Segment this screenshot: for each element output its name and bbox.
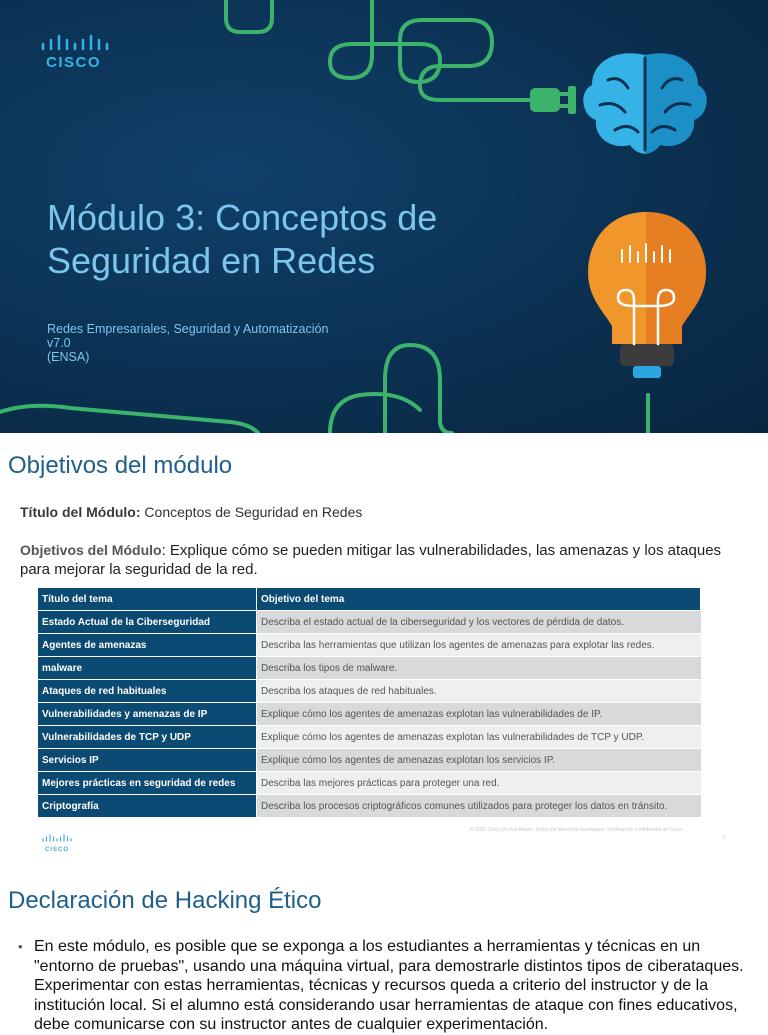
objective-cell: Describa los ataques de red habituales. [257, 680, 701, 703]
bullet-item: En este módulo, es posible que se exponga a los estudiantes a herramientas y técnicas en un "entorno de pruebas", usando una máquina virtual, para demostrarle distintos tipos de ciberataques. Experimentar con estas herramientas, técnicas y recursos queda a criterio del instructor y de la institución local. Si el alumno está considerando usar herramientas de ataque con fines educativos, debe comunicarse con su instructor antes de cualquier experimentación. [34, 938, 744, 1033]
objective-cell: Explique cómo los agentes de amenazas explotan los servicios IP. [257, 749, 701, 772]
module-objective-value: : Explique cómo se pueden mitigar las vulnerabilidades, las amenazas y los ataques para mejorar la seguridad de la red. [20, 542, 722, 578]
circuit-line-4 [0, 406, 258, 433]
table-header-row [38, 588, 701, 611]
table-row [38, 726, 701, 749]
objectives-title: Objetivos del módulo [8, 452, 233, 479]
table-row [38, 749, 701, 772]
objective-cell: Describa los procesos criptográficos comunes utilizados para proteger los datos en tránsito. [257, 795, 701, 818]
ethical-hacking-title: Declaración de Hacking Ético [8, 887, 322, 914]
objective-cell: Describa las herramientas que utilizan los agentes de amenazas para explotar las redes. [257, 634, 701, 657]
objective-cell: Describa el estado actual de la ciberseguridad y los vectores de pérdida de datos. [257, 611, 701, 634]
objective-cell: Explique cómo los agentes de amenazas explotan las vulnerabilidades de TCP y UDP. [257, 726, 701, 749]
topic-cell: Estado Actual de la Ciberseguridad [38, 611, 257, 634]
course-code: (ENSA) [47, 350, 90, 364]
table-header-objective: Objetivo del tema [257, 588, 701, 611]
table-row [38, 634, 701, 657]
module-title-value: Conceptos de Seguridad en Redes [144, 504, 363, 520]
topic-cell: Agentes de amenazas [38, 634, 257, 657]
topic-cell: Criptografía [38, 795, 257, 818]
bullet-marker: • [18, 939, 23, 954]
footer-logo-text: CISCO [45, 847, 70, 853]
topics-table [38, 588, 701, 817]
circuit-line-6 [330, 394, 420, 433]
module-objective-label: Objetivos del Módulo [20, 542, 162, 558]
table-row [38, 795, 701, 818]
table-row [38, 772, 701, 795]
circuit-line-2 [330, 0, 530, 100]
module-title-line [20, 504, 362, 520]
objective-cell: Explique cómo los agentes de amenazas explotan las vulnerabilidades de IP. [257, 703, 701, 726]
topic-cell: Ataques de red habituales [38, 680, 257, 703]
slide-subtitle [47, 322, 328, 364]
footer-copyright: © 2021 Cisco y/o sus filiales. Todos los derechos reservados. Información confidencial de Cisco. [470, 827, 684, 833]
table-row [38, 611, 701, 634]
course-name: Redes Empresariales, Seguridad y Automatización [47, 322, 329, 336]
objective-cell: Describa las mejores prácticas para proteger una red. [257, 772, 701, 795]
topic-cell: malware [38, 657, 257, 680]
page-number: 2 [723, 835, 726, 841]
plug-icon [530, 86, 576, 114]
brain-icon [583, 53, 706, 154]
table-header-topic: Título del tema [38, 588, 257, 611]
topic-cell: Servicios IP [38, 749, 257, 772]
circuit-line-5 [385, 345, 452, 433]
module-title-label: Título del Módulo: [20, 504, 141, 520]
topic-cell: Mejores prácticas en seguridad de redes [38, 772, 257, 795]
title-slide [0, 0, 768, 433]
topic-cell: Vulnerabilidades de TCP y UDP [38, 726, 257, 749]
module-objective [20, 541, 745, 579]
circuit-line-1 [226, 0, 272, 32]
slide-title: Módulo 3: Conceptos de Seguridad en Redes [47, 197, 438, 281]
footer-logo [42, 829, 72, 853]
topic-cell: Vulnerabilidades y amenazas de IP [38, 703, 257, 726]
cisco-bars-icon [40, 34, 110, 52]
lightbulb-icon [588, 212, 706, 378]
table-row [38, 657, 701, 680]
cisco-logo-text: CISCO [46, 54, 102, 71]
objective-cell: Describa los tipos de malware. [257, 657, 701, 680]
table-row [38, 680, 701, 703]
table-row [38, 703, 701, 726]
cisco-bars-small-icon [42, 834, 72, 842]
course-version: v7.0 [47, 336, 71, 350]
